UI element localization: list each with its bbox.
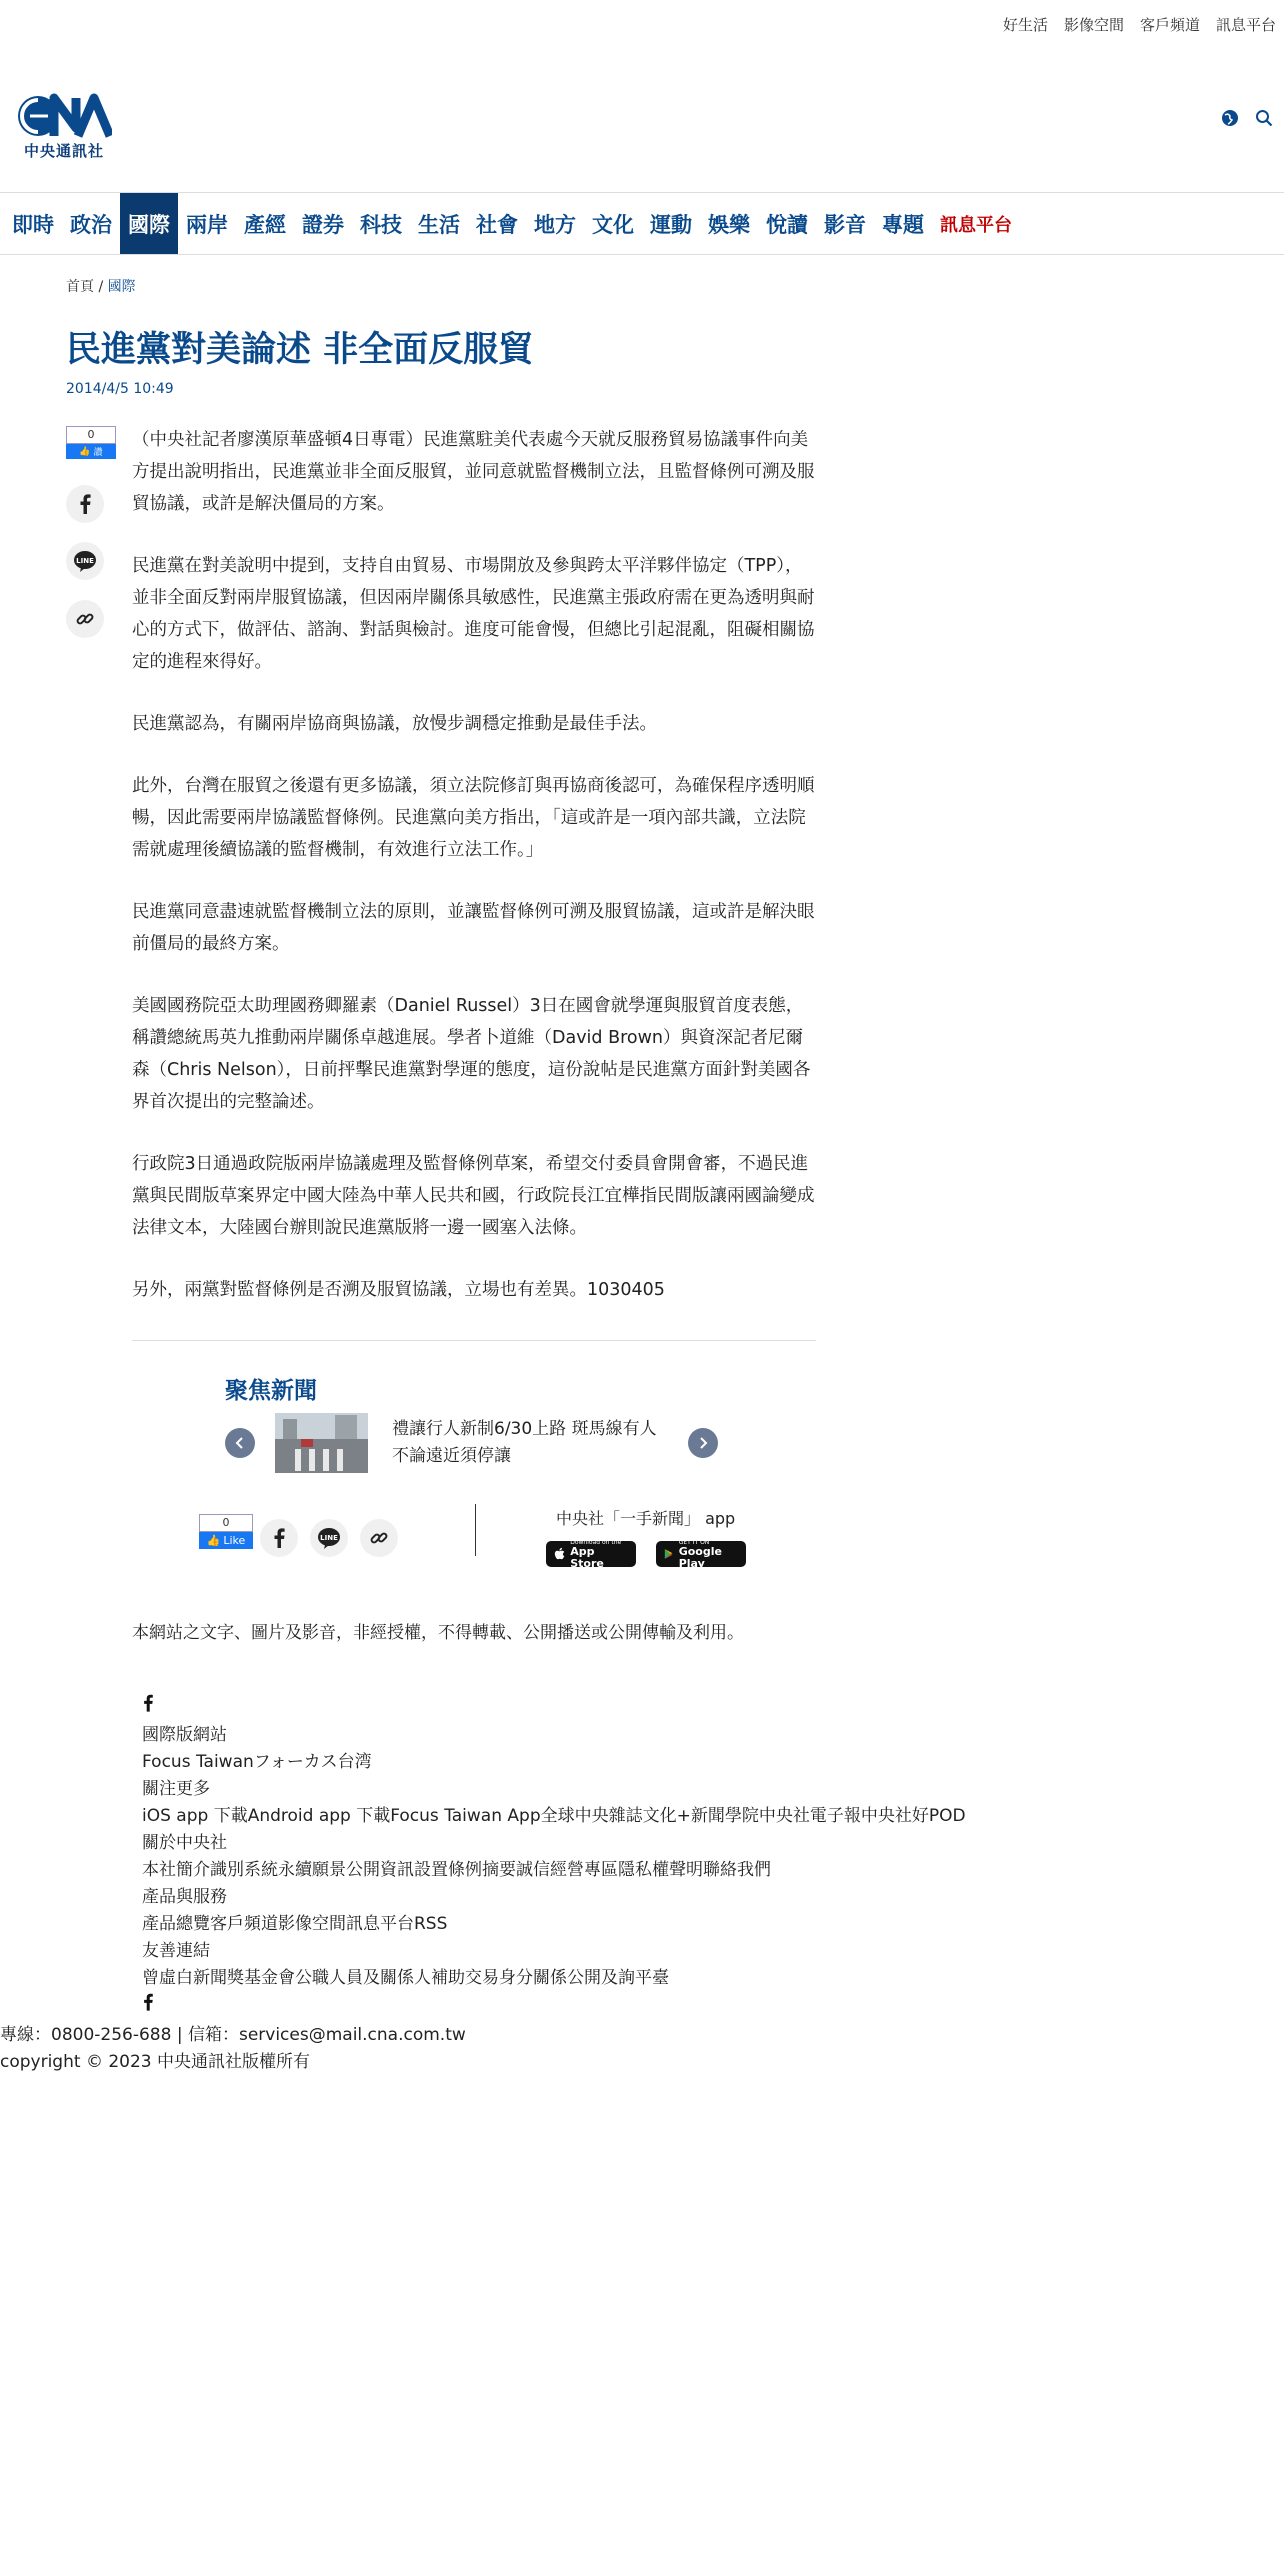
footer-links-international[interactable]: Focus Taiwanフォーカス台湾 [142,1752,372,1772]
footer-links-follow[interactable]: iOS app 下載Android app 下載Focus Taiwan App全球中央雜誌文化+新聞學院中央社電子報中央社好POD [142,1806,966,1826]
footer-links-products[interactable]: 產品總覽客戶頻道影像空間訊息平台RSS [142,1914,448,1934]
facebook-like-widget[interactable] [66,426,116,459]
thumbs-up-icon: 👍 [206,1534,221,1547]
focus-next-button[interactable] [688,1428,718,1458]
bottom-like-label: Like [223,1534,246,1547]
nav-item-technology[interactable]: 科技 [360,212,402,237]
article-paragraph: 民進黨同意盡速就監督機制立法的原則，並讓監督條例可溯及服貿協議，這或許是解決眼前僵局的最終方案。 [132,902,815,954]
bottom-line-share-button[interactable] [310,1519,348,1557]
bottom-like-count: 0 [199,1514,253,1532]
nav-item-cross-strait[interactable]: 兩岸 [186,212,228,237]
nav-item-instant[interactable]: 即時 [12,212,54,237]
facebook-icon [142,1693,154,1713]
facebook-icon [272,1528,286,1548]
svg-text:LINE: LINE [76,557,94,565]
breadcrumb-separator: / [98,279,104,295]
line-icon [317,1527,341,1549]
link-icon [369,1528,389,1548]
footer-copyright: copyright © 2023 中央通訊社版權所有 [0,2052,311,2072]
bottom-like-button[interactable] [199,1532,253,1549]
header-icons [1220,108,1274,128]
google-play-button[interactable] [656,1538,746,1570]
share-app-separator [475,1504,476,1556]
copy-link-button[interactable] [66,600,104,638]
main-nav [4,193,1020,254]
focus-news-headline[interactable]: 禮讓行人新制6/30上路 斑馬線有人不論遠近須停讓 [392,1419,657,1466]
cna-logo[interactable] [16,90,116,160]
focus-prev-button[interactable] [225,1428,255,1458]
svg-text:LINE: LINE [320,1534,338,1542]
footer-links-about[interactable]: 本社簡介識別系統永續願景公開資訊設置條例摘要誠信經營專區隱私權聲明聯絡我們 [142,1860,771,1880]
article-paragraph: 行政院3日通過政院版兩岸協議處理及監督條例草案，希望交付委員會開會審，不過民進黨與民間版草案界定中國大陸為中華人民共和國，行政院長江宜樺指民間版讓兩國論變成法律文本，大陸國台辦則說民進黨版將一邊一國塞入法條。 [132,1154,815,1238]
app-store-big: App Store [570,1544,604,1570]
footer-heading-follow: 關注更多 [142,1779,210,1799]
nav-item-local[interactable]: 地方 [534,212,576,237]
chevron-right-icon [697,1436,709,1450]
facebook-icon [78,494,92,514]
nav-item-international[interactable]: 國際 [120,193,178,254]
nav-item-reading[interactable]: 悅讀 [766,212,808,237]
footer-hotline: 專線：0800-256-688 | 信箱：services@mail.cna.com.tw [0,2025,466,2045]
app-store-button[interactable] [546,1538,636,1570]
google-play-small: GET IT ON [678,1538,710,1546]
article-paragraph: 民進黨在對美說明中提到，支持自由貿易、市場開放及參與跨太平洋夥伴協定（TPP），並非全面反對兩岸服貿協議，但因兩岸關係具敏感性，民進黨主張政府需在更為透明與耐心的方式下，做評估、諮詢、對話與檢討。進度可能會慢，但總比引起混亂，阻礙相關協定的進程來得好。 [132,556,815,672]
article-body [132,424,818,1336]
app-promo-title: 中央社「一手新聞」 app [556,1509,736,1528]
copyright-notice: 本網站之文字、圖片及影音，非經授權，不得轉載、公開播送或公開傳輸及利用。 [132,1623,744,1643]
nav-item-sports[interactable]: 運動 [650,212,692,237]
nav-item-message-platform[interactable]: 訊息平台 [940,214,1012,236]
footer-heading-about: 關於中央社 [142,1833,227,1853]
nav-item-video[interactable]: 影音 [824,212,866,237]
utility-links [1003,14,1276,35]
cna-logo-icon [16,90,112,142]
logo-text: 中央通訊社 [24,142,105,160]
article-paragraph: 另外，兩黨對監督條例是否溯及服貿協議，立場也有差異。1030405 [132,1280,665,1300]
nav-item-entertainment[interactable]: 娛樂 [708,212,750,237]
footer-heading-products: 產品與服務 [142,1887,227,1907]
bottom-like-widget[interactable] [199,1514,253,1549]
article-paragraph: 民進黨認為，有關兩岸協商與協議，放慢步調穩定推動是最佳手法。 [132,714,657,734]
footer-heading-friends: 友善連結 [142,1941,210,1961]
breadcrumb-home[interactable]: 首頁 [66,279,94,295]
link-icon [75,609,95,629]
article-paragraph: 此外，台灣在服貿之後還有更多協議，須立法院修訂與再協商後認可，為確保程序透明順暢，因此需要兩岸協議監督條例。民進黨向美方指出，「這或許是一項內部共識，立法院需就處理後續協議的監督機制，有效進行立法工作。」 [132,776,815,860]
breadcrumb [66,276,136,296]
nav-item-society[interactable]: 社會 [476,212,518,237]
article-date: 2014/4/5 10:49 [66,381,174,397]
like-button[interactable] [66,444,116,459]
google-play-icon [664,1547,674,1561]
thumbs-up-icon: 👍 [79,446,91,457]
footer-facebook-link-2[interactable] [142,1992,966,2021]
nav-item-life[interactable]: 生活 [418,212,460,237]
utility-link-message-platform[interactable]: 訊息平台 [1215,16,1276,34]
apple-icon [554,1547,565,1561]
site-footer [142,1693,966,2021]
footer-heading-international: 國際版網站 [142,1725,227,1745]
utility-link-image-space[interactable]: 影像空間 [1063,16,1124,34]
search-icon[interactable] [1254,108,1274,128]
street-photo-icon [275,1413,368,1473]
breadcrumb-current[interactable]: 國際 [107,279,136,295]
utility-link-good-life[interactable]: 好生活 [1002,16,1048,34]
article-paragraph: （中央社記者廖漢原華盛頓4日專電）民進黨駐美代表處今天就反服務貿易協議事件向美方提出說明指出，民進黨並非全面反服貿，並同意就監督機制立法，且監督條例可溯及服貿協議，或許是解決僵局的方案。 [132,430,815,514]
facebook-share-button[interactable] [66,485,104,523]
bottom-facebook-share-button[interactable] [260,1519,298,1557]
nav-item-features[interactable]: 專題 [882,212,924,237]
nav-item-culture[interactable]: 文化 [592,212,634,237]
nav-item-economy[interactable]: 產經 [244,212,286,237]
footer-links-friends[interactable]: 曾虛白新聞獎基金會公職人員及關係人補助交易身分關係公開及詢平臺 [142,1968,669,1988]
nav-item-securities[interactable]: 證券 [302,212,344,237]
line-icon [73,550,97,572]
focus-news-title: 聚焦新聞 [225,1378,317,1404]
article-divider [132,1340,816,1341]
nav-item-politics[interactable]: 政治 [70,212,112,237]
app-store-small: Download on the [570,1538,622,1546]
focus-news-thumbnail[interactable] [275,1413,368,1473]
line-share-button[interactable] [66,542,104,580]
article-paragraph: 美國國務院亞太助理國務卿羅素（Daniel Russel）3日在國會就學運與服貿首度表態，稱讚總統馬英九推動兩岸關係卓越進展。學者卜道維（David Brown）與資深記者尼爾森（Chris Nelson），日前抨擊民進黨對學運的態度，這份說帖是民進黨方面針對美國各界首次提出的完整論述。 [132,996,811,1112]
nav-border-bottom [0,254,1284,255]
google-play-big: Google Play [678,1544,722,1570]
chevron-left-icon [234,1436,246,1450]
globe-icon[interactable] [1220,108,1240,128]
like-count: 0 [66,426,116,444]
like-label: 讚 [93,448,103,458]
footer-contact [0,2022,466,2076]
facebook-icon [142,1992,154,2012]
utility-link-client-channel[interactable]: 客戶頻道 [1139,16,1200,34]
footer-facebook-link[interactable] [142,1693,966,1722]
article-title: 民進黨對美論述 非全面反服貿 [66,330,534,370]
bottom-copy-link-button[interactable] [360,1519,398,1557]
